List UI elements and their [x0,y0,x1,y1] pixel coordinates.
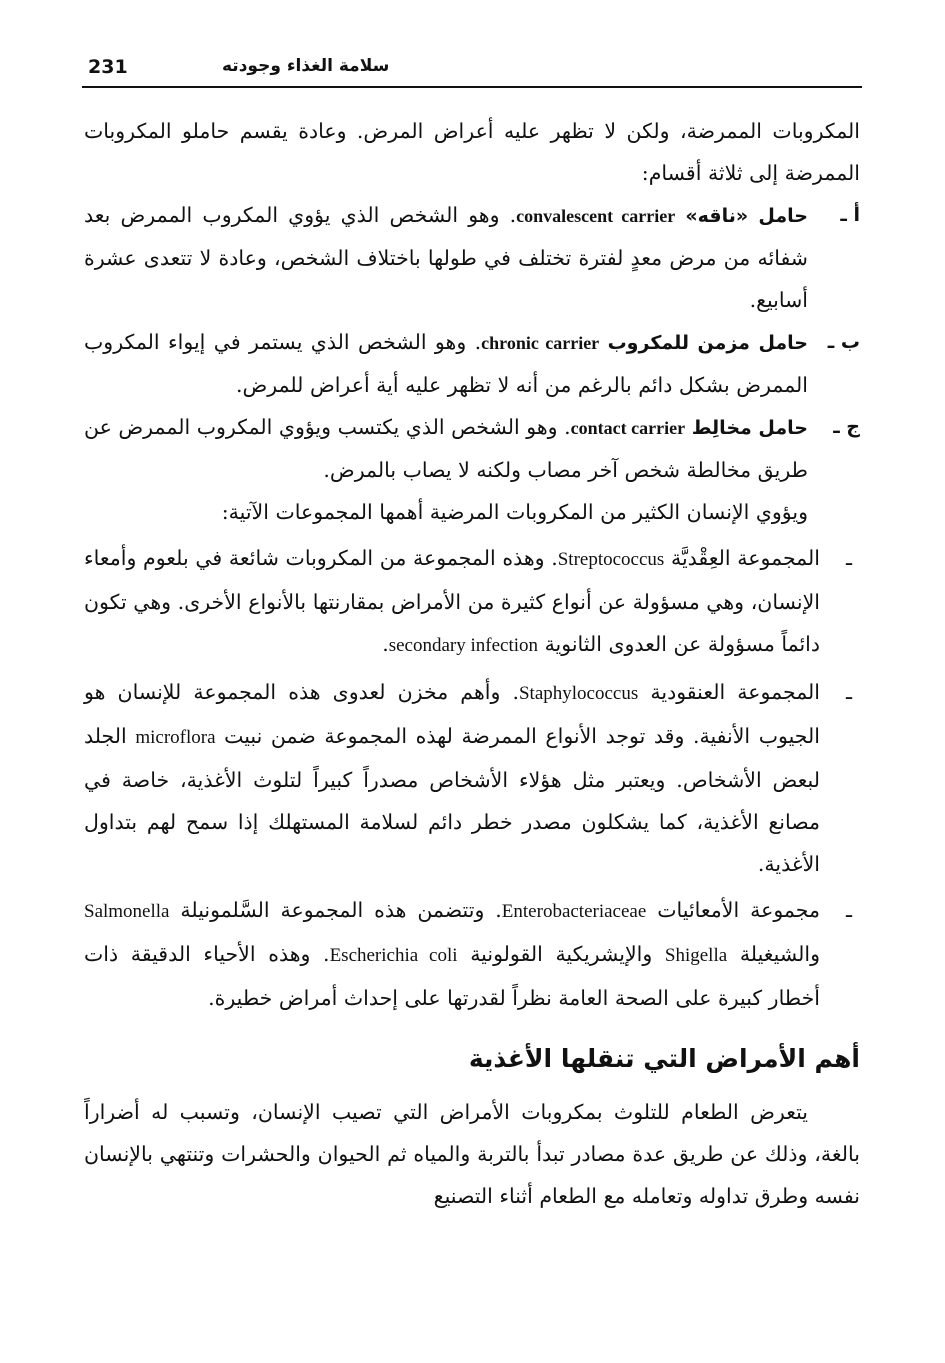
groups-intro: ويؤوي الإنسان الكثير من المكروبات المرضية أهمها المجموعات الآتية: [221,500,808,524]
item-title: حامل مزمن للمكروب [607,332,808,354]
group-name: المجموعة العنقودية [650,680,820,704]
latin-term: microflora [135,727,216,748]
latin-term: Staphylococcus [518,683,639,704]
bullet-dash: ـ [845,898,852,922]
group-item-staphylococcus [84,671,860,885]
latin-term: Streptococcus [557,549,665,570]
latin-term: Salmonella [84,901,170,922]
intro-paragraph: المكروبات الممرضة، ولكن لا تظهر عليه أعراض المرض. وعادة يقسم حاملو المكروبات الممرضة إلى ثلاثة أقسام: [84,119,860,185]
closing-paragraph: يتعرض الطعام للتلوث بمكروبات الأمراض التي تصيب الإنسان، وتسبب له أضراراً بالغة، وذلك عن طريق عدة مصادر تبدأ بالتربة والمياه ثم الحيوان والحشرات وتنتهي بالإنسان نفسه وطرق تداوله وتعامله مع الطعام أثناء التصنيع [84,1100,860,1208]
carrier-item-chronic [84,321,860,406]
latin-term: secondary infection [388,635,539,656]
group-text: . وهذه المجموعة من المكروبات شائعة في بلعوم وأمعاء الإنسان، وهي مسؤولة عن أنواع كثيرة من الأمراض بمقارنتها بالأنواع الأخرى. وهي تكون دائماً مسؤولة عن العدوى الثانوية [84,546,820,656]
group-item-streptococcus [84,537,860,667]
item-title: حامل «ناقه» [685,205,808,227]
latin-term: Shigella [664,945,728,966]
group-tail: . [382,632,389,656]
latin-term: Escherichia coli [329,945,458,966]
group-text: . وتتضمن هذه المجموعة السَّلمونيلة [180,898,502,922]
item-marker: ج ـ [833,416,860,438]
latin-term: contact carrier [570,418,686,438]
item-text: . وهو الشخص الذي يستمر في إيواء المكروب الممرض بشكل دائم بالرغم من أنه لا تظهر عليه أية أعراض للمرض. [84,330,808,397]
item-text: . وهو الشخص الذي يؤوي المكروب الممرض بعد شفائه من مرض معدٍ لفترة تختلف في طولها باختلاف الشخص، وعادة لا تتعدى عشرة أسابيع. [84,203,808,312]
item-marker: ب ـ [827,331,860,353]
section-heading: أهم الأمراض التي تنقلها الأغذية [468,1044,860,1073]
bullet-dash: ـ [845,680,852,704]
running-title: سلامة الغذاء وجودته [222,56,390,76]
item-text: . وهو الشخص الذي يكتسب ويؤوي المكروب الممرض عن طريق مخالطة شخص آخر مصاب ولكنه لا يصاب بالمرض. [84,415,808,482]
item-title: حامل مخالِط [691,417,808,439]
group-tail: الجلد لبعض الأشخاص. ويعتبر مثل هؤلاء الأشخاص مصدراً كبيراً لتلوث الأغذية، خاصة في مصانع الأغذية، كما يشكلون مصدر خطر دائم لسلامة المستهلك إذا سمح لهم بتداول الأغذية. [84,724,820,876]
page-body [84,110,860,1217]
carrier-item-contact [84,406,860,491]
latin-term: chronic carrier [481,333,600,353]
carrier-item-convalescent [84,194,860,321]
page-header [82,52,862,88]
latin-term: Enterobacteriaceae [501,901,647,922]
bullet-dash: ـ [845,546,852,570]
group-text: . وأهم مخزن لعدوى هذه المجموعة للإنسان هو الجيوب الأنفية. وقد توجد الأنواع الممرضة لهذه المجموعة ضمن نبيت [84,680,820,748]
group-mid: والإيشريكية القولونية [470,942,653,966]
group-name: مجموعة الأمعائيات [657,898,820,922]
page-number: 231 [88,56,128,78]
group-item-enterobacteriaceae [84,889,860,1019]
group-name: المجموعة العِقْديَّة [670,546,820,570]
latin-term: convalescent carrier [516,206,676,226]
group-tail: . وهذه الأحياء الدقيقة ذات أخطار كبيرة على الصحة العامة نظراً لقدرتها على إحداث أمراض خطيرة. [84,942,820,1010]
group-mid: والشيغيلة [739,942,820,966]
item-marker: أ ـ [840,204,860,226]
